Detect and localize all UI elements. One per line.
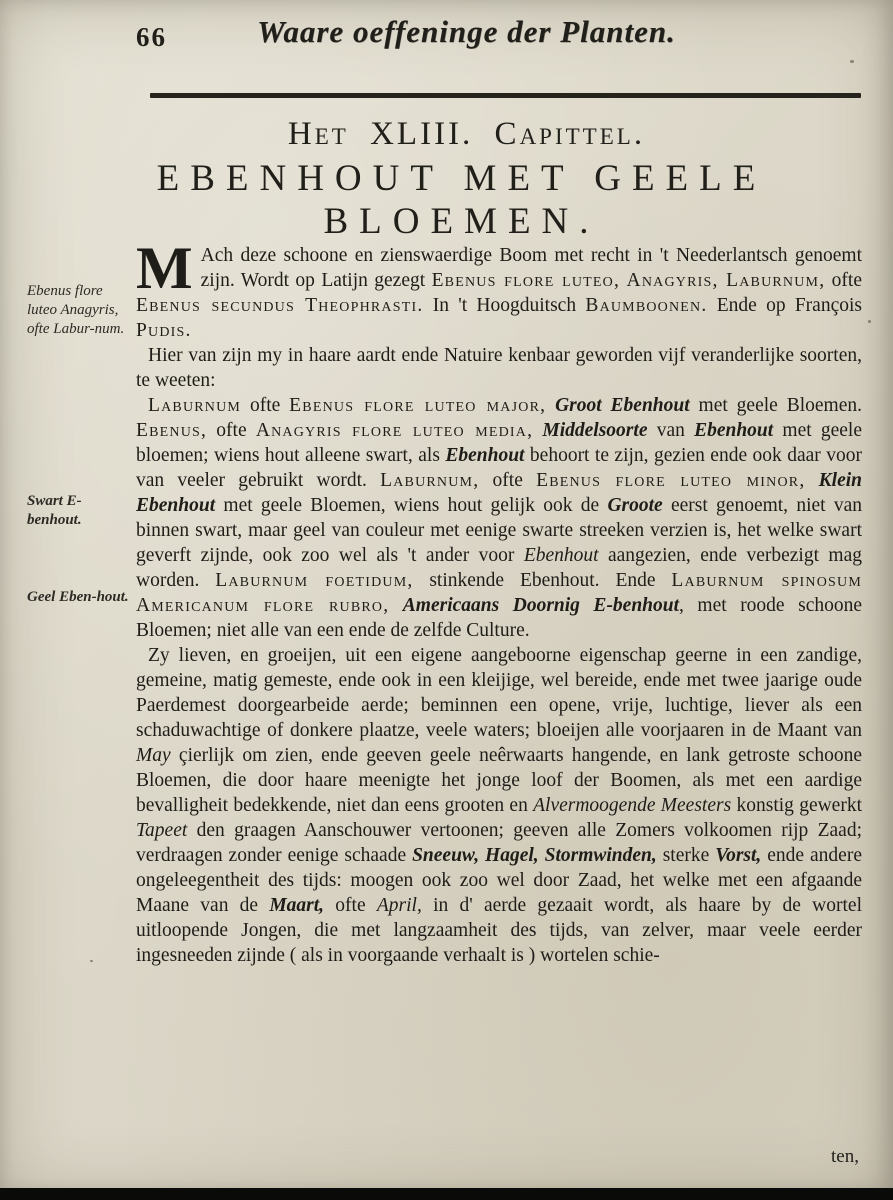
text-run: Sneeuw, Hagel, Stormwinden, [412, 845, 657, 866]
margin-note-swart-ebenhout: Swart E-benhout. [27, 493, 82, 528]
paragraph-intro [136, 235, 862, 343]
text-run: Anagyris flore luteo media, [255, 420, 534, 441]
text-run: met geele Bloemen, wiens hout gelijk ook de [215, 495, 608, 516]
text-run [546, 395, 555, 416]
text-run: Hier van zijn my in haare aardt ende Natuire kenbaar geworden vijf veranderlijke soorten, te weeten: [136, 345, 862, 391]
text-run: Laburnum foetidum, [215, 570, 414, 591]
text-run: ofte [479, 470, 537, 491]
ink-speck [868, 320, 871, 323]
text-run: den graagen Aanschouwer vertoonen; geeven alle Zomers volkoomen rijp Zaad; verdraagen zonder eenige schaade [136, 820, 862, 866]
paragraph-soorten [136, 343, 862, 393]
text-run: , met roode schoone Bloemen; niet alle van een ende de zelfde Culture. [136, 595, 863, 641]
text-run: Laburnum spinosum Americanum flore rubro, [136, 570, 862, 616]
text-run: Laburnum [148, 395, 242, 416]
text-run: Ende op François [707, 295, 862, 316]
text-run: April, [376, 895, 422, 916]
text-run: behoort te zijn, gezien ende ook daar voor van veeler gebruikt wordt. [136, 445, 862, 491]
text-run: Ebenhout [445, 445, 525, 466]
paragraph-culture [136, 643, 862, 968]
text-run: met geele bloemen; wiens hout alleene swart, als [136, 420, 863, 466]
text-run: Baumboonen. [585, 295, 708, 316]
scan-edge [0, 1188, 893, 1200]
text-run: Ebenus flore luteo minor, [536, 470, 806, 491]
text-run: Ebenus flore luteo, Anagyris, Laburnum, [431, 270, 826, 291]
text-run: Vorst, [715, 845, 762, 866]
text-run: Tapeet [136, 820, 188, 841]
text-run: ende andere ongeleegentheit des tijds: moogen ook zoo wel door Zaad, het welke met een afgaande Maane van de [136, 845, 862, 916]
text-run: eerst genoemt, niet van binnen swart, maar geel van couleur met eenige swarte streeken verzien is, het welke swart geverft zijnde, ook zoo wel als 't ander voor [136, 495, 862, 566]
chapter-title [60, 157, 863, 243]
text-run: Americaans Doornig E-benhout [402, 595, 680, 616]
text-run: Ebenus flore luteo major, [289, 395, 547, 416]
text-run: Ebenhout [523, 545, 599, 566]
text-run [389, 595, 403, 616]
text-run: In 't Hoogduitsch [423, 295, 586, 316]
text-run [805, 470, 818, 491]
header-rule [150, 93, 861, 98]
text-run: Ach deze schoone en zienswaerdige Boom met recht in 't Neederlantsch genoemt zijn. Wordt op Latijn gezegt [200, 245, 862, 291]
page-number: 66 [136, 22, 167, 52]
text-run: stinkende Ebenhout. Ende [413, 570, 672, 591]
text-run: Laburnum, [380, 470, 480, 491]
catchword: ten, [831, 1146, 859, 1167]
text-run: Zy lieven, en groeijen, uit een eigene aangeboorne eigenschap geerne in een zandige, gemeine, matig gemeste, ende ook in een kleijige, wel bereide, ende met twee jaarige oude Paerdemest doorgearbeide aerde; beminnen een opene, vrije, luchtige, liever als een schaduwachtige of donkere plaatze, veele waters; bloeijen alle voorjaaren in de Maant van [136, 645, 862, 741]
text-run: ofte [324, 895, 377, 916]
ink-speck [850, 60, 854, 63]
text-run: Ebenhout [694, 420, 774, 441]
text-run: in d' aerde gezaait wordt, als haare by de wortel uitloopende Jongen, die met langzaamheit des tijds, van zelver, maar veele eerder ingesneeden zijnde ( als in voorgaande verhaalt is ) wortelen schie- [136, 895, 862, 966]
body-text [136, 235, 863, 968]
text-run: May [136, 745, 171, 766]
text-run: ofte [825, 270, 862, 291]
chapter-title-line-2: BLOEMEN. [323, 201, 600, 242]
text-run: ofte [207, 420, 256, 441]
text-run: Ebenus secundus Theophrasti. [136, 295, 424, 316]
text-run: Groot Ebenhout [555, 395, 690, 416]
margin-note-geel-ebenhout: Geel Eben-hout. [27, 589, 129, 605]
text-run: sterke [656, 845, 716, 866]
margin-note-ebenus: Ebenus flore luteo Anagyris, ofte Labur-num. [27, 283, 125, 337]
text-run: met geele Bloemen. [689, 395, 862, 416]
text-run: Klein Ebenhout [136, 470, 862, 516]
text-run: konstig gewerkt [731, 795, 862, 816]
text-run: Maart, [269, 895, 325, 916]
text-run: Middelsoorte [542, 420, 648, 441]
chapter-title-line-1: EBENHOUT MET GEELE [156, 158, 767, 199]
text-run: çierlijk om zien, ende geeven geele neêrwaarts hangende, en lank getroste schoone Bloemen, die door haare meenigte het jonge loof der Boomen, als met een aardige bevalligheit bedekkende, niet dan eens grooten en [136, 745, 862, 816]
drop-cap: M [136, 235, 193, 301]
running-title: Waare oeffeninge der Planten. [257, 14, 676, 49]
text-run: Pudis. [136, 320, 192, 341]
ink-speck [90, 960, 93, 962]
text-run [533, 420, 542, 441]
text-run: van [647, 420, 695, 441]
paragraph-varieties [136, 393, 862, 643]
paragraph-intro-text [136, 235, 862, 341]
chapter-heading: Het XLIII. Capittel. [287, 116, 646, 152]
text-run: Alvermoogende Meesters [533, 795, 732, 816]
text-run: aangezien, ende verbezigt mag worden. [136, 545, 863, 591]
text-run: ofte [241, 395, 290, 416]
text-run: Groote [607, 495, 663, 516]
text-run: Ebenus, [136, 420, 208, 441]
